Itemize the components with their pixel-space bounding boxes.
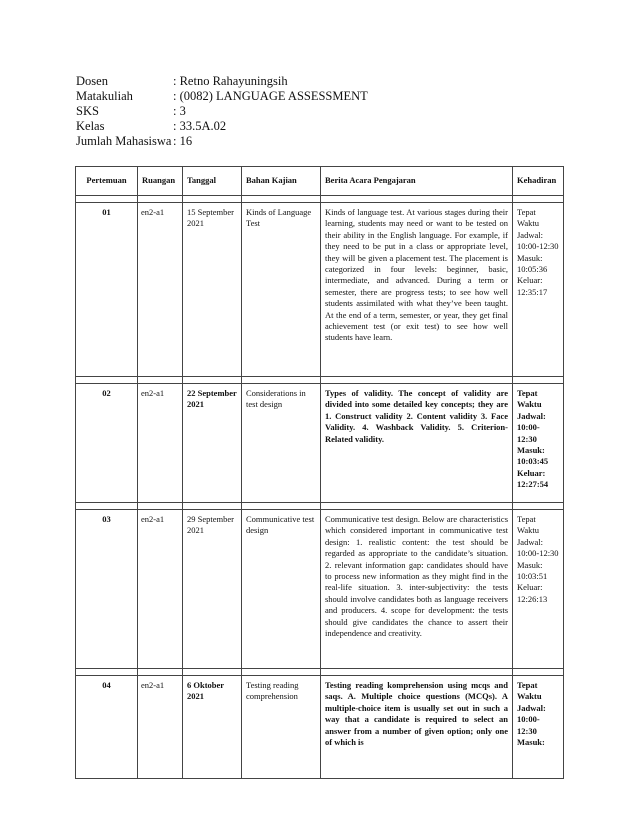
- header-label: Dosen: [76, 74, 108, 88]
- cell-pertemuan: 02: [76, 384, 138, 503]
- cell-kehadiran: Tepat Waktu Jadwal: 10:00-12:30 Masuk:: [513, 676, 564, 779]
- cell-kehadiran: Tepat Waktu Jadwal: 10:00-12:30 Masuk: 10:03:51 Keluar: 12:26:13: [513, 510, 564, 669]
- cell-ruangan: en2-a1: [138, 510, 183, 669]
- table-header-row: [76, 167, 564, 196]
- header-label: Matakuliah: [76, 89, 133, 103]
- cell-ruangan: en2-a1: [138, 676, 183, 779]
- table-row: [76, 676, 564, 779]
- header-value: : (0082) LANGUAGE ASSESSMENT: [173, 89, 368, 103]
- table-row: [76, 203, 564, 377]
- cell-berita-acara: Types of validity. The concept of validity are divided into some detailed key concepts; they are 1. Construct validity 2. Content validity 3. Face Validity. 4. Washback Validity. 5. Criterion-Related validity.: [321, 384, 513, 503]
- column-header-berita-acara: Berita Acara Pengajaran: [321, 167, 513, 196]
- spacer-row: [76, 377, 564, 384]
- header-row-matakuliah: [76, 89, 368, 104]
- cell-bahan-kajian: Testing reading comprehension: [242, 676, 321, 779]
- attendance-table: [75, 166, 564, 779]
- cell-berita-acara: Communicative test design. Below are characteristics which considered important in communicative test design: 1. realistic content: the test should be regarded as appropriate to the candidate’s situation. 2. relevant information gap: candidates should have to process new information as they might find in the real-life situation. 3. inter-subjectivity: the tests should involve candidates both as language receivers and producers. 4. scope for development: the tests should give candidates the chance to assert their independence and creativity.: [321, 510, 513, 669]
- spacer-row: [76, 196, 564, 203]
- header-row-sks: [76, 104, 368, 119]
- column-header-tanggal: Tanggal: [183, 167, 242, 196]
- spacer-row: [76, 503, 564, 510]
- header-row-kelas: [76, 119, 368, 134]
- cell-berita-acara: Kinds of language test. At various stages during their learning, students may need or want to be tested on their ability in the English language. For example, if they need to be put in a class or appropriate level, they will be given a placement test. The placement is categorized in four levels: beginner, basic, intermediate, and advanced. During a term or semester, there are progress tests; to see how well students assimilated with what they’ve been taught. At the end of a term, semester, or year, they get final achievement test (or exit test) to see how well students have learn.: [321, 203, 513, 377]
- column-header-kehadiran: Kehadiran: [513, 167, 564, 196]
- cell-ruangan: en2-a1: [138, 384, 183, 503]
- cell-ruangan: en2-a1: [138, 203, 183, 377]
- header-row-dosen: [76, 74, 368, 89]
- column-header-bahan-kajian: Bahan Kajian: [242, 167, 321, 196]
- header-value: : 33.5A.02: [173, 119, 227, 133]
- cell-bahan-kajian: Communicative test design: [242, 510, 321, 669]
- header-label: Kelas: [76, 119, 105, 133]
- cell-pertemuan: 01: [76, 203, 138, 377]
- course-header: [76, 74, 368, 149]
- cell-pertemuan: 04: [76, 676, 138, 779]
- cell-bahan-kajian: Considerations in test design: [242, 384, 321, 503]
- cell-pertemuan: 03: [76, 510, 138, 669]
- cell-berita-acara: Testing reading komprehension using mcqs and saqs. A. Multiple choice questions (MCQs). A multiple-choice item is usually set out in such a way that a candidate is required to select an answer from a number of given option; only one of which is: [321, 676, 513, 779]
- table-row: [76, 384, 564, 503]
- cell-kehadiran: Tepat Waktu Jadwal: 10:00-12:30 Masuk: 10:03:45 Keluar: 12:27:54: [513, 384, 564, 503]
- cell-tanggal: 22 September 2021: [183, 384, 242, 503]
- header-row-jumlah: [76, 134, 368, 149]
- cell-tanggal: 6 Oktober 2021: [183, 676, 242, 779]
- header-value: : 16: [173, 134, 193, 148]
- header-value: : Retno Rahayuningsih: [173, 74, 288, 88]
- cell-bahan-kajian: Kinds of Language Test: [242, 203, 321, 377]
- cell-tanggal: 15 September 2021: [183, 203, 242, 377]
- header-value: : 3: [173, 104, 186, 118]
- header-label: Jumlah Mahasiswa: [76, 134, 172, 148]
- spacer-row: [76, 669, 564, 676]
- table-row: [76, 510, 564, 669]
- header-label: SKS: [76, 104, 99, 118]
- cell-tanggal: 29 September 2021: [183, 510, 242, 669]
- column-header-ruangan: Ruangan: [138, 167, 183, 196]
- cell-kehadiran: Tepat Waktu Jadwal: 10:00-12:30 Masuk: 10:05:36 Keluar: 12:35:17: [513, 203, 564, 377]
- column-header-pertemuan: Pertemuan: [76, 167, 138, 196]
